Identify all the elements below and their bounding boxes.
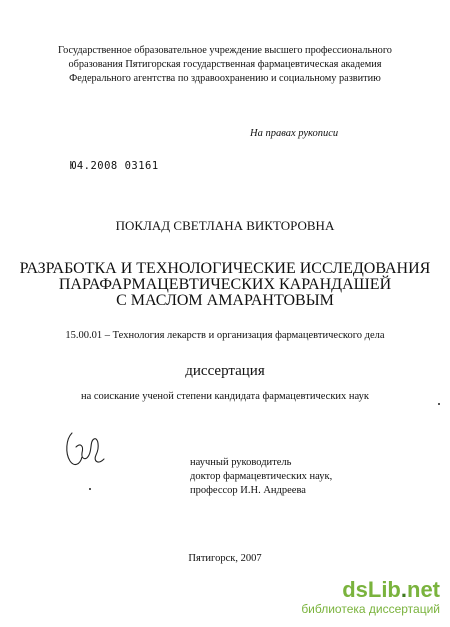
manuscript-rights-label: На правах рукописи <box>250 128 339 139</box>
watermark-logo: dsLib.net <box>342 577 440 602</box>
thesis-title-line-1: РАЗРАБОТКА И ТЕХНОЛОГИЧЕСКИЕ ИССЛЕДОВАНИЯ <box>19 260 431 277</box>
institution-line-1: Государственное образовательное учреждение высшего профессионального <box>58 45 392 56</box>
supervisor-name: профессор И.Н. Андреева <box>190 485 306 496</box>
supervisor-degree: доктор фармацевтических наук, <box>190 471 333 482</box>
dslib-watermark <box>301 578 440 616</box>
thesis-title-line-2: ПАРАФАРМАЦЕВТИЧЕСКИХ КАРАНДАШЕЙ <box>58 276 392 293</box>
scan-speck <box>438 403 440 405</box>
registration-code: Ю4.2008 03161 <box>70 160 159 172</box>
institution-line-2: образования Пятигорская государственная фармацевтическая академия <box>68 59 382 70</box>
specialty-code: 15.00.01 – Технология лекарств и организация фармацевтического дела <box>65 330 385 341</box>
author-name: ПОКЛАД СВЕТЛАНА ВИКТОРОВНА <box>115 218 335 233</box>
scan-speck <box>89 488 91 490</box>
handwritten-signature <box>62 425 110 475</box>
watermark-subtitle: библиотека диссертаций <box>301 602 440 616</box>
thesis-title-line-3: С МАСЛОМ АМАРАНТОВЫМ <box>116 292 334 309</box>
institution-line-3: Федерального агентства по здравоохранению и социальному развитию <box>69 73 381 84</box>
document-type: диссертация <box>185 363 265 379</box>
supervisor-role: научный руководитель <box>190 457 292 468</box>
city-year: Пятигорск, 2007 <box>188 553 262 564</box>
degree-statement: на соискание ученой степени кандидата фармацевтических наук <box>80 391 370 402</box>
